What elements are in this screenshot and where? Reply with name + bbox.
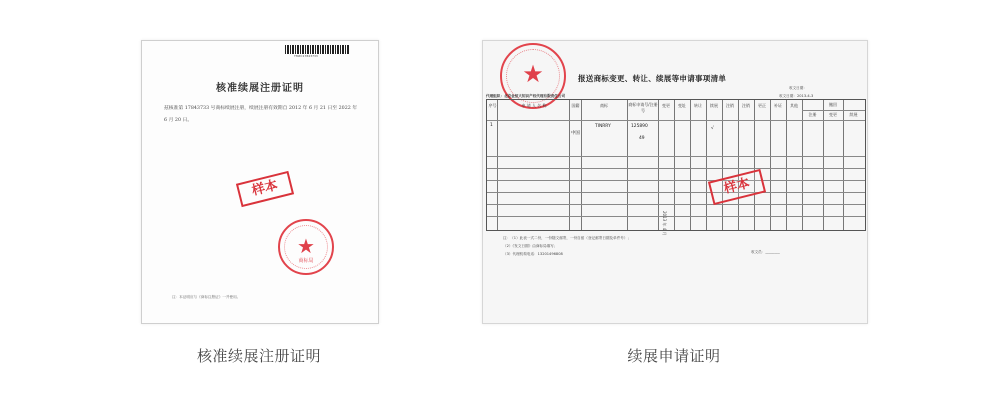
note-line: 注：（1）此表一式二份，一份随文邮寄，一份自留（登记邮寄日期及单件号）； xyxy=(503,236,632,240)
col-change: 变更 xyxy=(662,103,670,108)
col-reg-no: 商标申请号/注册号 xyxy=(628,102,658,113)
col-applicant: 申 请 人 名 称 xyxy=(521,103,547,108)
col-index: 序号 xyxy=(488,103,497,108)
seal-star-icon: ★ xyxy=(522,60,544,88)
renewal-application-image xyxy=(482,40,868,324)
received-by: 收文员：________ xyxy=(751,250,780,254)
col-address-change: 变址 xyxy=(678,103,686,108)
date-stamp: 2013 年 4 月 xyxy=(662,211,667,236)
row-index: 1 xyxy=(490,123,493,128)
col-cancel-2: 注销 xyxy=(742,103,750,108)
certificate-footnote: 注：本证明应与《商标注册证》一并使用。 xyxy=(172,295,241,299)
row-mark: TINRRY xyxy=(595,124,611,129)
col-transfer: 转让 xyxy=(694,103,702,108)
row-reg-no-2: 49 xyxy=(639,136,645,141)
subcol-registration: 注册 xyxy=(808,112,817,117)
renewal-certificate-image xyxy=(141,40,379,324)
application-table xyxy=(486,99,866,231)
certificate-title: 核准续展注册证明 xyxy=(216,83,304,94)
col-other: 其他 xyxy=(790,103,798,108)
seal-label: 商标局 xyxy=(298,258,314,264)
col-country: 国籍 xyxy=(571,103,580,108)
certificate-body: 兹核准第 17843733 号商标续展注册，续展注册有效期自 2012 年 6 月 21 日至 2022 年 6 月 20 日。 xyxy=(164,106,358,123)
sample-stamp: 样本 xyxy=(708,169,766,205)
received-date-label: 收文日期： xyxy=(789,86,807,90)
row-reg-no-1: 125890 xyxy=(631,124,648,129)
renewal-check-icon: √ xyxy=(711,126,714,131)
col-reissue: 补证 xyxy=(774,103,782,108)
barcode-number: TMZC17843733 xyxy=(294,54,318,58)
col-correction: 更正 xyxy=(758,103,766,108)
application-title: 报送商标变更、转让、续展等申请事项清单 xyxy=(578,74,727,83)
sample-stamp: 样本 xyxy=(236,171,294,207)
seal-star-icon: ★ xyxy=(297,234,315,258)
caption-renewal-application: 续展申请证明 xyxy=(627,347,721,365)
col-withdraw: 撤回 xyxy=(829,102,837,107)
col-cancel-1: 注销 xyxy=(726,103,734,108)
note-line: （3）代理机构电话：13201496808 xyxy=(503,252,563,256)
subcol-change: 变更 xyxy=(829,112,837,117)
official-seal xyxy=(278,219,334,275)
document-number: 收文日期：2013-4-3 xyxy=(779,94,814,98)
caption-renewal-certificate: 核准续展注册证明 xyxy=(196,347,321,365)
row-country: 中国 xyxy=(571,131,580,136)
agency-line: 代理组织：北京金恒大知识产权代理有限责任公司 xyxy=(486,94,566,98)
col-renewal: 续展 xyxy=(710,103,718,108)
barcode xyxy=(285,45,349,54)
subcol-renewal: 续展 xyxy=(849,112,858,117)
note-line: （2）《发文日期》由商标局填写； xyxy=(503,244,558,248)
col-mark: 商标 xyxy=(600,103,608,108)
